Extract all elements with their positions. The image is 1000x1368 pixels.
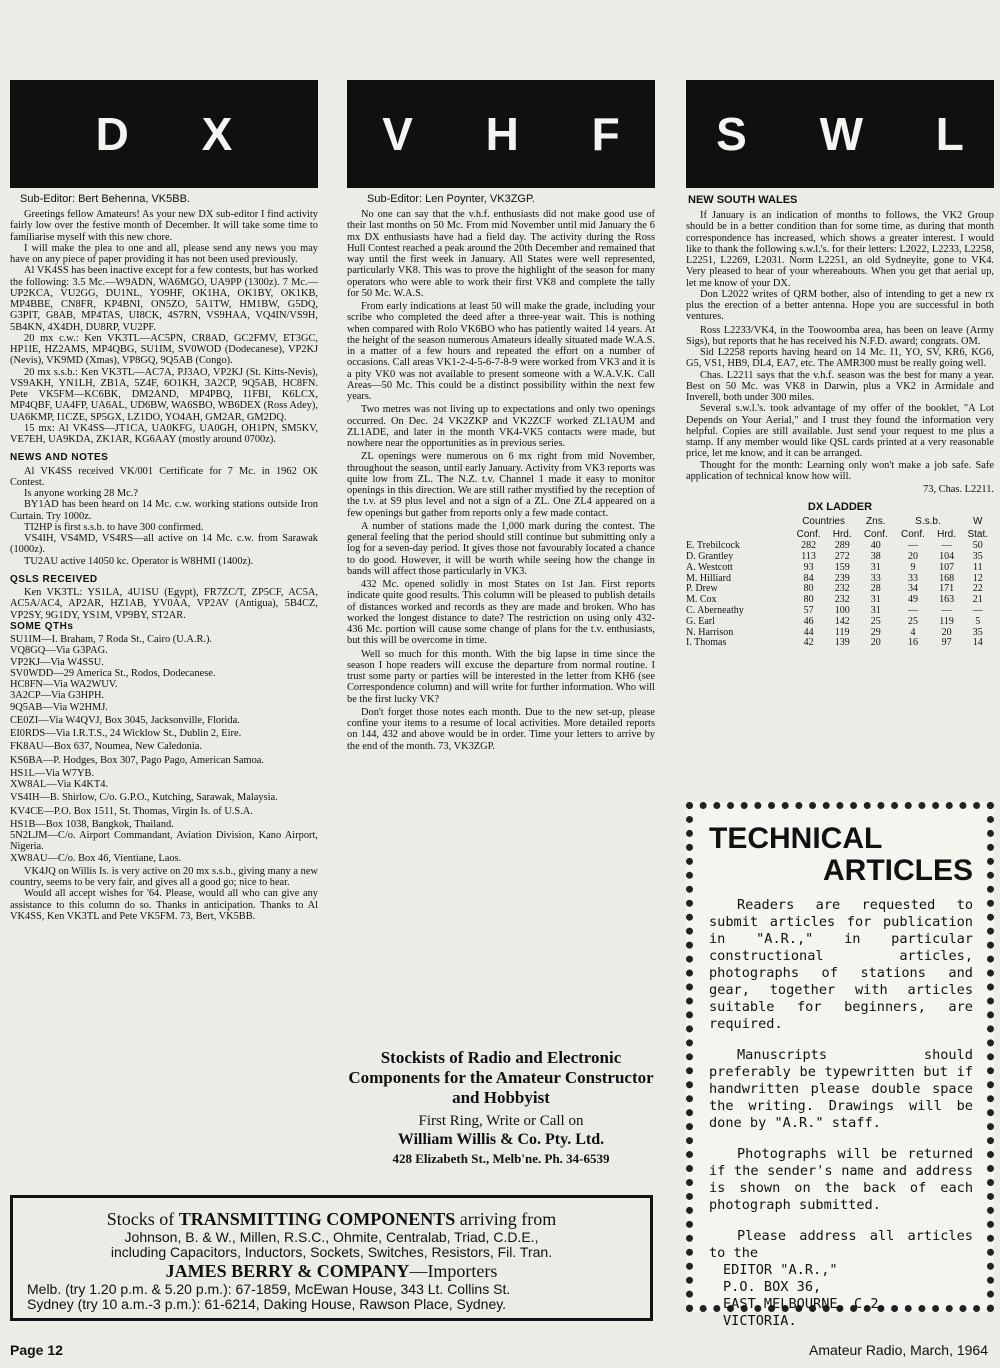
ladder-cell: 239	[834, 572, 850, 584]
dx-para: 20 mx s.s.b.: Ken VK3TL—AC7A, PJ3AO, VP2KJ (St. Kitts-Nevis), VS9AKH, YN1LH, ZB1A, 5Z4F, 6O1KH, 3A2CP, 9Q5AB, HC8FN. Pete VK5FM—KC6BK, DM2AND, MP4PBQ, I1FBI, K6LCX, MP4QBF, UA4FP, UA6AL, UD6BW, WA6SBO, WB6DEX (Ross Adey), UA6KMP, I1CZE, SP5GX, LZ1DO, YO4AH, GM2AR, GM2DQ.	[10, 366, 318, 423]
swl-para: If January is an indication of months to follows, the VK2 Group should be in a better condition than for some time, as during that month correspondence has increased, which shows a greater interest. I would like to thank the following s.w.l.'s. for their letters: L2022, L2233, L2258, L2251, L2269, L2031. Norm L2251, an old Sydneyite, gone to VK4. Very pleased to hear of your whereabouts. When you get that aerial up, let me know of your DX.	[686, 210, 994, 289]
ladder-cell: 282	[801, 540, 817, 552]
ladder-header: W	[973, 516, 983, 528]
qth-item: SU1IM—I. Braham, 7 Roda St., Cairo (U.A.R.).	[10, 634, 213, 645]
swl-heading-box	[686, 80, 994, 188]
ladder-header: Hrd.	[832, 529, 852, 541]
ladder-cell: 34	[907, 583, 918, 595]
qsl-list: Ken VK3TL: YS1LA, 4U1SU (Egypt), FR7ZC/T, ZP5CF, AC5A, AC5A/AC4, AP2AR, HZ1AB, YV0AA, VP2AV (Antigua), 5B4CZ, VP2SY, 9G1DY, YS1M, VP9BY, ST2AR.	[10, 587, 318, 621]
technical-articles-box	[686, 802, 994, 1329]
ladder-cell: —	[907, 540, 918, 552]
ladder-cell: 25	[907, 615, 918, 627]
ladder-cell: 50	[972, 540, 983, 552]
dx-subeditor: Sub-Editor: Bert Behenna, VK5BB.	[20, 193, 190, 205]
dx-para: VK4JQ on Willis Is. is very active on 20 mx s.s.b., giving many a new country, seems to be very fair, and gives all a good go; nice to hear.	[10, 865, 318, 888]
ladder-cell: —	[941, 540, 952, 552]
news-item: BY1AD has been heard on 14 Mc. c.w. working stations outside Iron Curtain. Try 1000z.	[10, 499, 318, 522]
ladder-row	[686, 617, 994, 628]
news-item: TU2AU active 14050 kc. Operator is W8HMI (1400z).	[24, 555, 254, 567]
ladder-header-row	[686, 515, 994, 528]
berry-headline-b: TRANSMITTING COMPONENTS	[178, 1209, 456, 1229]
news-heading: NEWS AND NOTES	[10, 452, 109, 464]
dx-para: 15 mx: Al VK4SS—JT1CA, UA0KFG, UA0GH, OH1PN, SM5KV, VE7EH, UA9KDA, ZK1AR, KG6AAY (mostly around 0700z).	[10, 422, 318, 445]
ladder-header: Countries	[802, 516, 845, 528]
technical-para: Readers are requested to submit articles for publication in "A.R.," in particular constructional articles, photographs of stations and gear, together with articles suitable for beginners, are required.	[709, 897, 973, 1032]
technical-para: Photographs will be returned if the sender's name and address is shown on the back of each photograph submitted.	[709, 1146, 973, 1213]
swl-para: Thought for the month: Learning only won't make a job safe. Safe application of technical know how will.	[686, 459, 994, 482]
ladder-cell: 107	[939, 561, 955, 573]
qsl-heading: QSLS RECEIVED	[10, 573, 98, 585]
ladder-title: DX LADDER	[807, 501, 873, 514]
ladder-cell: 29	[870, 626, 881, 638]
ladder-name: I. Thomas	[686, 637, 727, 649]
willis-tagline: Stockists of Radio and Electronic Components for the Amateur Constructor and Hobbyist	[348, 1048, 654, 1107]
news-item: Al VK4SS received VK/001 Certificate for 7 Mc. in 1962 OK Contest.	[10, 465, 318, 488]
ladder-cell: 159	[834, 561, 850, 573]
ladder-cell: 84	[803, 572, 814, 584]
ladder-cell: 97	[941, 637, 952, 649]
ladder-cell: 5	[975, 615, 981, 627]
ladder-cell: 49	[907, 594, 918, 606]
ladder-cell: 25	[870, 615, 881, 627]
willis-company: William Willis & Co. Pty. Ltd.	[397, 1131, 605, 1148]
address-line: EDITOR "A.R.,"	[723, 1262, 838, 1278]
berry-headline-a: Stocks of	[106, 1209, 179, 1229]
vhf-para: Don't forget those notes each month. Due to the new set-up, please confine your items to a resume of local activities. More detailed reports on 144, 432 and above would be in order. Time your letters to arrive by the end of the month. 73, VK3ZGP.	[347, 706, 655, 752]
vhf-subeditor: Sub-Editor: Len Poynter, VK3ZGP.	[367, 193, 535, 205]
ladder-cell: —	[972, 605, 983, 617]
ladder-cell: 139	[834, 637, 850, 649]
ladder-header: Conf.	[863, 529, 888, 541]
ladder-name: M. Hilliard	[686, 572, 731, 584]
qth-item: KS6BA—P. Hodges, Box 307, Pago Pago, American Samoa.	[10, 754, 264, 766]
qth-item: HS1L—Via W7YB.	[10, 767, 95, 779]
ladder-cell: 12	[972, 572, 983, 584]
ladder-cell: —	[941, 605, 952, 617]
dx-para: 20 mx c.w.: Ken VK3TL—AC5PN, CR8AD, GC2FMV, ET3GC, HP1IE, HZ2AMS, MP4QBG, SU1IM, SV0WOD (Dodecanese), VP2KJ (Nevis), VK9MD (Xmas), VP8GQ, 9Q5AB (Congo).	[10, 332, 318, 367]
qth-item: 3A2CP—Via G3HPH.	[10, 690, 105, 702]
ladder-cell: 35	[972, 551, 983, 563]
ladder-body	[686, 541, 994, 649]
ladder-header: Conf.	[901, 529, 925, 541]
ladder-cell: 31	[870, 605, 881, 617]
qth-item: KV4CE—P.O. Box 1511, St. Thomas, Virgin Is. of U.S.A.	[10, 805, 253, 817]
vhf-para: A number of stations made the 1,000 mark during the contest. The general feeling that the period should still continue but submitting only a log for a seven-day period. It gives those not favourably located a chance to do good. However, it will be worth while seeing how the change in bands will affect those particularly in VK3.	[347, 520, 655, 577]
ladder-cell: 28	[870, 583, 881, 595]
berry-headline	[13, 1208, 650, 1230]
qth-item: CE0ZI—Via W4QVJ, Box 3045, Jacksonville, Florida.	[10, 714, 240, 726]
ladder-header: Conf.	[796, 529, 821, 541]
ladder-cell: 42	[803, 637, 814, 649]
berry-brands: Johnson, B. & W., Millen, R.S.C., Ohmite, Centralab, Triad, C.D.E.,	[124, 1229, 539, 1245]
ladder-cell: 14	[972, 637, 983, 649]
ladder-header: S.s.b.	[915, 516, 941, 528]
dx-body	[10, 209, 318, 922]
berry-company-role: —Importers	[409, 1261, 498, 1281]
swl-section: NEW SOUTH WALES	[688, 194, 798, 206]
qth-item: XW8AU—C/o. Box 46, Vientiane, Laos.	[10, 852, 182, 864]
berry-advert	[10, 1195, 653, 1321]
qth-item: SV0WDD—29 America St., Rodos, Dodecanese.	[10, 667, 216, 679]
ladder-cell: 100	[834, 605, 850, 617]
articles-title: ARTICLES	[823, 854, 973, 887]
dx-para: Greetings fellow Amateurs! As your new DX sub-editor I find activity fairly low over the festive month of December. It will take some time to familiarise myself with this new chore.	[10, 209, 318, 243]
ladder-cell: 142	[834, 615, 850, 627]
qth-item: HC8FN—Via WA2WUV.	[10, 679, 118, 690]
ladder-cell: 33	[870, 572, 881, 584]
dx-heading: D X	[95, 108, 263, 160]
berry-company	[13, 1260, 650, 1282]
ladder-cell: 232	[834, 594, 850, 606]
ladder-cell: 38	[870, 551, 881, 563]
berry-sydney: Sydney (try 10 a.m.-3 p.m.): 61-6214, Daking House, Rawson Place, Sydney.	[27, 1296, 507, 1312]
vhf-para: No one can say that the v.h.f. enthusiasts did not make good use of their last months on 50 Mc. From mid November until mid January the 6 mx DX enthusiasts have had a field day. The activity during the Ross Hull Contest reached a peak around the 20th December and remained that way until the first week in January. All States were well represented, particularly VK8. This was to prove the highlight of the season for many operators who were able to work their first VK8 and complete the tally for 50 Mc. W.A.S.	[347, 209, 655, 299]
vhf-para: ZL openings were numerous on 6 mx right from mid November, throughout the season, until early January. Activity from VK3 reports was quite low from ZL. The N.Z. t.v. Channel 1 made it easy to monitor openings in this direction. We are still rather mystified by the reception of the t.v. at S9 plus level and not a sign of a ZL. One ZL4 appeared on a few openings but gather from reports only a few made contact.	[347, 451, 655, 519]
ladder-cell: 4	[910, 626, 916, 638]
ladder-cell: 272	[834, 551, 850, 563]
vhf-para: Two metres was not living up to expectations and only two openings occurred. On Dec. 24 VK2ZKP and VK2ZCF worked ZL1AUM and ZL1ADE, and later in the month VK4-VK5 contacts were made, but nowhere near the opportunities as in previous series.	[347, 404, 655, 449]
ladder-cell: 46	[803, 615, 814, 627]
ladder-cell: 20	[907, 551, 918, 563]
qth-item: 5N2LJM—C/o. Airport Commandant, Aviation Division, Kano Airport, Nigeria.	[10, 830, 318, 853]
qth-item: 9Q5AB—Via W2HMJ.	[10, 701, 108, 713]
berry-headline-c: arriving from	[455, 1209, 557, 1229]
ladder-header: Stat.	[967, 529, 989, 541]
address-line: P.O. BOX 36,	[723, 1279, 822, 1295]
ladder-cell: 9	[910, 561, 916, 573]
ladder-cell: 16	[907, 637, 918, 649]
vhf-body	[347, 209, 655, 752]
dx-para: Al VK4SS has been inactive except for a few contests, but has worked the following: 3.5 Mc.—W9ADN, WA6MGO, UA9PP (1300z). 7 Mc.—UP2KCA, VU2GG, DU1NL, YO9HF, OK1HA, OK1BY, OK1KB, MP4BBE, CN8FR, KP4BNI, ON5ZO, 5A1TW, HM1BW, G5DQ, G3PIT, G8AB, MP4TAS, UI8CK, 4S7RN, VS9HAA, VQ4IN/VS9H, 5B4KN, 4X4DH, DU8RP, VU2PF.	[10, 265, 318, 333]
ladder-header: Hrd.	[937, 529, 957, 541]
ladder-cell: 31	[870, 561, 881, 573]
ladder-cell: 93	[803, 561, 814, 573]
willis-call: First Ring, Write or Call on	[418, 1113, 584, 1129]
ladder-name: E. Trebilcock	[686, 540, 740, 552]
vhf-para: From early indications at least 50 will make the grade, including your scribe who completed the deed after a three-year wait. This is nothing when compared with Rolo VK6BO who has patiently waited 14 years. At the height of the season numerous Amateurs ideally situated made W.A.S. in a matter of a few hours and repeated the effort on a number of occasions. Call areas VK1-2-4-5-6-7-8-9 were worked from VK3 and it is a pity VK0 was not available to present someone with a W.A.V.K. Call Areas—50 Mc. This could be a distinct possibility within the next few years.	[347, 301, 655, 402]
ladder-cell: 57	[803, 605, 814, 617]
ladder-name: M. Cox	[686, 594, 717, 606]
news-item: Is anyone working 28 Mc.?	[24, 488, 138, 499]
qth-item: EI0RDS—Via I.R.T.S., 24 Wicklow St., Dublin 2, Eire.	[10, 728, 242, 739]
ladder-header	[686, 515, 790, 528]
swl-para: Don L2022 writes of QRM bother, also of intending to get a new rx plus the erection of a better antenna. Hope you are successful in both ventures.	[686, 288, 994, 323]
magazine-issue: Amateur Radio, March, 1964	[809, 1342, 988, 1358]
qth-item: VP2KJ—Via W4SSU.	[10, 656, 104, 668]
vhf-para: Well so much for this month. With the big lapse in time since the season I hope readers will excuse the departure from normal routine. I trust some party or parties will be interested in the letter from KH6 (see Correspondence column) and will write for further information. Who will be the first lucky VK?	[347, 648, 655, 705]
qth-item: VQ8GQ—Via G3PAG.	[10, 645, 108, 657]
ladder-cell: 104	[939, 551, 955, 563]
ladder-cell: —	[907, 605, 918, 617]
ladder-cell: 31	[870, 594, 881, 606]
technical-para: Manuscripts should preferably be typewritten but if handwritten please double space the writing. Drawings will be done by "A.R." staff.	[709, 1047, 973, 1131]
ladder-name: D. Grantley	[686, 551, 734, 563]
ladder-name: C. Aberneathy	[686, 605, 744, 617]
ladder-cell: 163	[939, 594, 955, 606]
berry-products: including Capacitors, Inductors, Sockets, Switches, Resistors, Fil. Tran.	[110, 1244, 553, 1260]
ladder-cell: 33	[907, 572, 918, 584]
ladder-cell: 80	[803, 583, 814, 595]
qth-item: FK8AU—Box 637, Noumea, New Caledonia.	[10, 741, 202, 753]
dx-heading-box	[10, 80, 318, 188]
ladder-cell: 44	[803, 626, 814, 638]
ladder-row	[686, 638, 994, 649]
ladder-name: N. Harrison	[686, 626, 734, 638]
swl-body	[686, 210, 994, 495]
ladder-cell: 232	[834, 583, 850, 595]
ladder-cell: 35	[972, 626, 983, 638]
qth-item: HS1B—Box 1038, Bangkok, Thailand.	[10, 818, 174, 830]
vhf-para: 432 Mc. opened solidly in most States on 1st Jan. First reports indicate quite good results. This column will be pleased to publish details of distances worked and records as they are made and broken. Who has worked the longest distance to date? The restriction on using only 432-436 Mc. portion will cause some change of plans for the t.v. enthusiasts, but this will be overcome in time.	[347, 579, 655, 647]
ladder-cell: 168	[939, 572, 955, 584]
ladder-cell: 20	[870, 637, 881, 649]
ladder-cell: 119	[939, 615, 954, 627]
ladder-cell: 113	[801, 551, 816, 563]
ladder-cell: 171	[939, 583, 955, 595]
berry-melbourne: Melb. (try 1.20 p.m. & 5.20 p.m.): 67-1859, McEwan House, 343 Lt. Collins St.	[27, 1281, 511, 1297]
ladder-cell: 80	[803, 594, 814, 606]
qth-item: XW8AL—Via K4KT4.	[10, 779, 109, 790]
ladder-cell: 11	[972, 561, 983, 573]
technical-para: Please address all articles to the	[709, 1228, 973, 1261]
swl-signature: 73, Chas. L2211.	[923, 484, 994, 495]
ladder-name: P. Drew	[686, 583, 718, 595]
ladder-cell: 289	[834, 540, 850, 552]
ladder-name: A. Westcott	[686, 561, 733, 573]
vhf-heading-box	[347, 80, 655, 188]
vhf-heading: V H F	[382, 108, 650, 160]
technical-title: TECHNICAL	[709, 822, 883, 855]
vhf-column	[347, 80, 655, 752]
ladder-cell: 21	[972, 594, 983, 606]
qth-item: VS4IH—B. Shirlow, C/o. G.P.O., Kutching, Sarawak, Malaysia.	[10, 792, 278, 804]
ladder-cell: 40	[870, 540, 881, 552]
ladder-name: G. Earl	[686, 615, 715, 627]
ladder-cell: 20	[941, 626, 952, 638]
swl-para: Sid L2258 reports having heard on 14 Mc. I1, YO, SV, KR6, KG6, G5, VS1, HB9, DL4, EA7, etc. The AMR300 must be really going well.	[686, 347, 994, 370]
dx-para: I will make the plea to one and all, please send any news you may have on any piece of paper providing it has not been used previously.	[10, 242, 318, 265]
news-item: TI2HP is first s.s.b. to have 300 confirmed.	[24, 521, 204, 533]
swl-column	[686, 80, 994, 649]
technical-body	[709, 897, 973, 1330]
swl-para: Ross L2233/VK4, in the Toowoomba area, has been on leave (Army Sigs), but reports that he has received his N.F.D. award; congrats. OM.	[686, 324, 994, 347]
dx-ladder-table	[686, 515, 994, 649]
dx-column	[10, 80, 318, 922]
swl-para: Chas. L2211 says that the v.h.f. season was the best for many a year. Best on 50 Mc. was VK8 in Darwin, plus a VK2 in Armidale and Inverell, both under 300 miles.	[686, 369, 994, 403]
page-number: Page 12	[10, 1342, 63, 1358]
news-item: VS4IH, VS4MD, VS4RS—all active on 14 Mc. c.w. from Sarawak (1000z).	[10, 533, 318, 556]
ladder-cell: 22	[972, 583, 983, 595]
willis-advert	[347, 1048, 655, 1168]
dx-para: Would all accept wishes for '64. Please, would all who can give any assistance to this column do so. Thanks in anticipation. Thanks to Al VK4SS, Ken VK3TL and Pete VK5FM. 73, Bert, VK5BB.	[10, 888, 318, 922]
swl-heading: S W L	[716, 108, 994, 160]
berry-company-name: JAMES BERRY & COMPANY	[165, 1261, 410, 1281]
editor-address	[709, 1262, 973, 1330]
ladder-header: Zns.	[866, 516, 886, 528]
ladder-cell: 119	[834, 626, 850, 638]
swl-para: Several s.w.l.'s. took advantage of my offer of the booklet, "A Lot Depends on Your Aerial," and I trust they found the information very helpful. Copies are still available. Just send your request to me plus a stamp. If any member would like QSL cards printed at a very reasonable price, let me know, and it can be arranged.	[686, 403, 994, 460]
willis-address: 428 Elizabeth St., Melb'ne. Ph. 34-6539	[392, 1151, 610, 1166]
address-line: VICTORIA.	[723, 1313, 797, 1329]
address-line: EAST MELBOURNE, C.2,	[723, 1296, 887, 1312]
qth-heading: SOME QTHs	[10, 620, 74, 632]
